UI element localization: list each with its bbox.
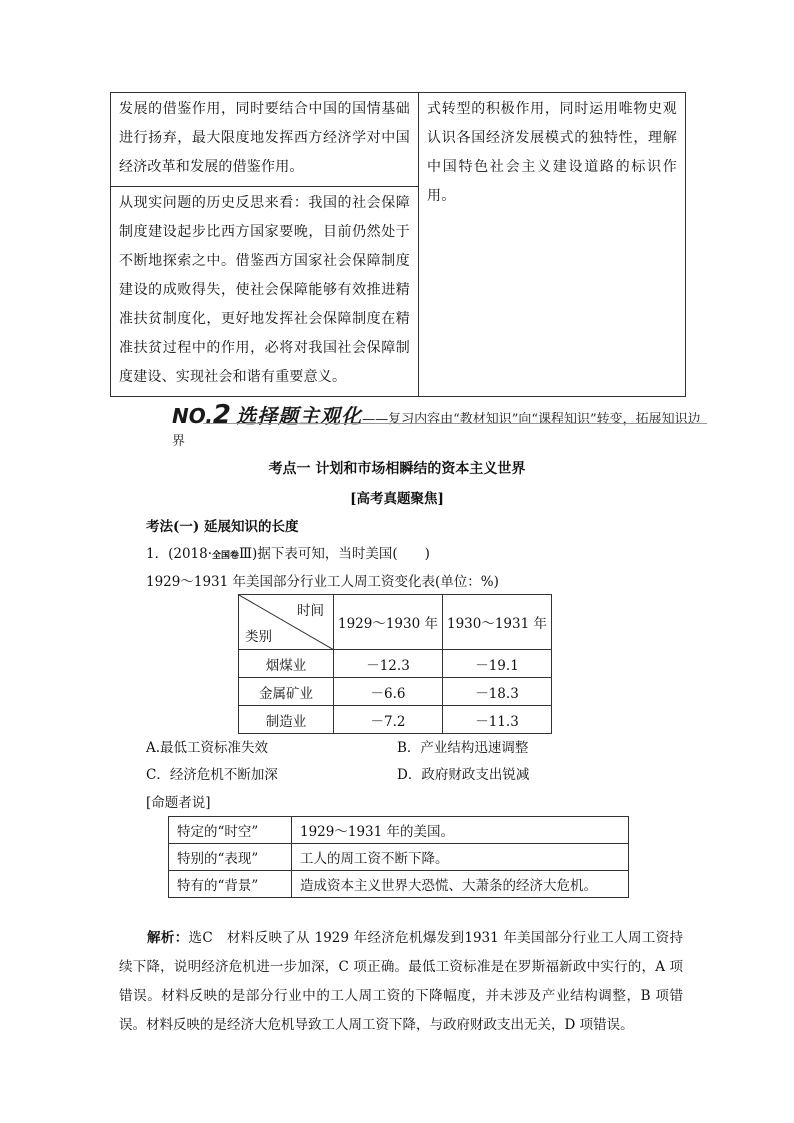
table-cell: －6.6 — [334, 678, 443, 706]
analysis-text: 选C 材料反映了从 1929 年经济危机爆发到1931 年美国部分行业工人周工资持续下降，说明经济危机进一步加深，C 项正确。最低工资标准是在罗斯福新政中实行的，A 项错误。材料反映的是部分行业中的工人周工资的下降幅度，并未涉及产业结构调整，B 项错误。材料反映的是经济大危机导致工人周工资下降，与政府财政支出无关，D 项错误。 — [119, 930, 684, 1033]
table-cell: －19.1 — [443, 650, 552, 678]
table-row — [169, 817, 629, 844]
row-value: 1929～1931 年的美国。 — [292, 817, 629, 844]
table-row — [239, 650, 552, 678]
row-label: 制造业 — [239, 706, 334, 734]
table-row — [111, 93, 686, 187]
corner-top-label: 时间 — [297, 603, 324, 619]
question-suffix: Ⅲ)据下表可知，当时美国( ) — [239, 546, 430, 562]
table-row — [169, 871, 629, 898]
table-row — [169, 844, 629, 871]
row-key: 特别的“表现” — [169, 844, 292, 871]
banner-dash: —— — [362, 412, 389, 427]
banner-no: NO. — [172, 404, 213, 428]
row-key: 特有的“背景” — [169, 871, 292, 898]
analysis-label: 解析： — [147, 930, 189, 946]
option-b: B．产业结构迅速调整 — [397, 740, 529, 756]
option-a: A.最低工资标准失效 — [146, 740, 269, 756]
option-c: C．经济危机不断加深 — [146, 767, 278, 783]
option-d: D．政府财政支出锐减 — [397, 767, 530, 783]
row-label: 金属矿业 — [239, 678, 334, 706]
method-heading: 考法(一) 延展知识的长度 — [146, 519, 299, 535]
table-cell: 从现实问题的历史反思来看：我国的社会保障制度建设起步比西方国家要晚，目前仍然处于不断地探索之中。借鉴西方国家社会保障制度建设的成败得失，使社会保障能够有效推进精准扶贫制度化，更好地发挥社会保障制度在精准扶贫过程中的作用，必将对我国社会保障制度建设、实现社会和谐有重要意义。 — [111, 187, 419, 397]
section-heading: 考点一 计划和市场相瞬结的资本主义世界 — [268, 461, 526, 477]
table-row — [239, 678, 552, 706]
table-cell: 式转型的积极作用，同时运用唯物史观认识各国经济发展模式的独特性，理解中国特色社会主义建设道路的标识作用。 — [419, 93, 686, 397]
comparison-table — [110, 92, 686, 397]
source-stamp: 全国卷 — [212, 551, 240, 561]
question-prefix: 1．(2018· — [146, 546, 213, 562]
table-caption: 1929～1931 年美国部分行业工人周工资变化表(单位：%) — [146, 574, 499, 590]
row-label: 烟煤业 — [239, 650, 334, 678]
column-header: 1929～1930 年 — [334, 595, 443, 650]
commentator-label: [命题者说] — [146, 795, 211, 811]
wage-table — [238, 594, 552, 734]
corner-bottom-label: 类别 — [245, 629, 272, 645]
table-cell: －18.3 — [443, 678, 552, 706]
row-key: 特定的“时空” — [169, 817, 292, 844]
table-cell: －7.2 — [334, 706, 443, 734]
question-stem — [146, 542, 430, 562]
analysis-paragraph — [119, 924, 683, 1040]
column-header: 1930～1931 年 — [443, 595, 552, 650]
table-cell: 发展的借鉴作用，同时要结合中国的国情基础进行扬弃，最大限度地发挥西方经济学对中国经济改革和发展的借鉴作用。 — [111, 93, 419, 187]
section-subheading: [高考真题聚焦] — [350, 491, 444, 507]
table-row — [239, 706, 552, 734]
table-cell: －11.3 — [443, 706, 552, 734]
row-value: 工人的周工资不断下降。 — [292, 844, 629, 871]
banner-underline — [203, 423, 707, 424]
banner-title: 选择题主观化 — [236, 404, 363, 428]
row-value: 造成资本主义世界大恐慌、大萧条的经济大危机。 — [292, 871, 629, 898]
banner-number: 2 — [212, 400, 231, 430]
banner-subtitle: 复习内容由“教材知识”向“课程知识”转变，拓展知识边界 — [172, 412, 701, 449]
corner-header-cell — [239, 595, 334, 650]
table-header-row — [239, 595, 552, 650]
table-cell: －12.3 — [334, 650, 443, 678]
commentator-table — [168, 816, 629, 898]
